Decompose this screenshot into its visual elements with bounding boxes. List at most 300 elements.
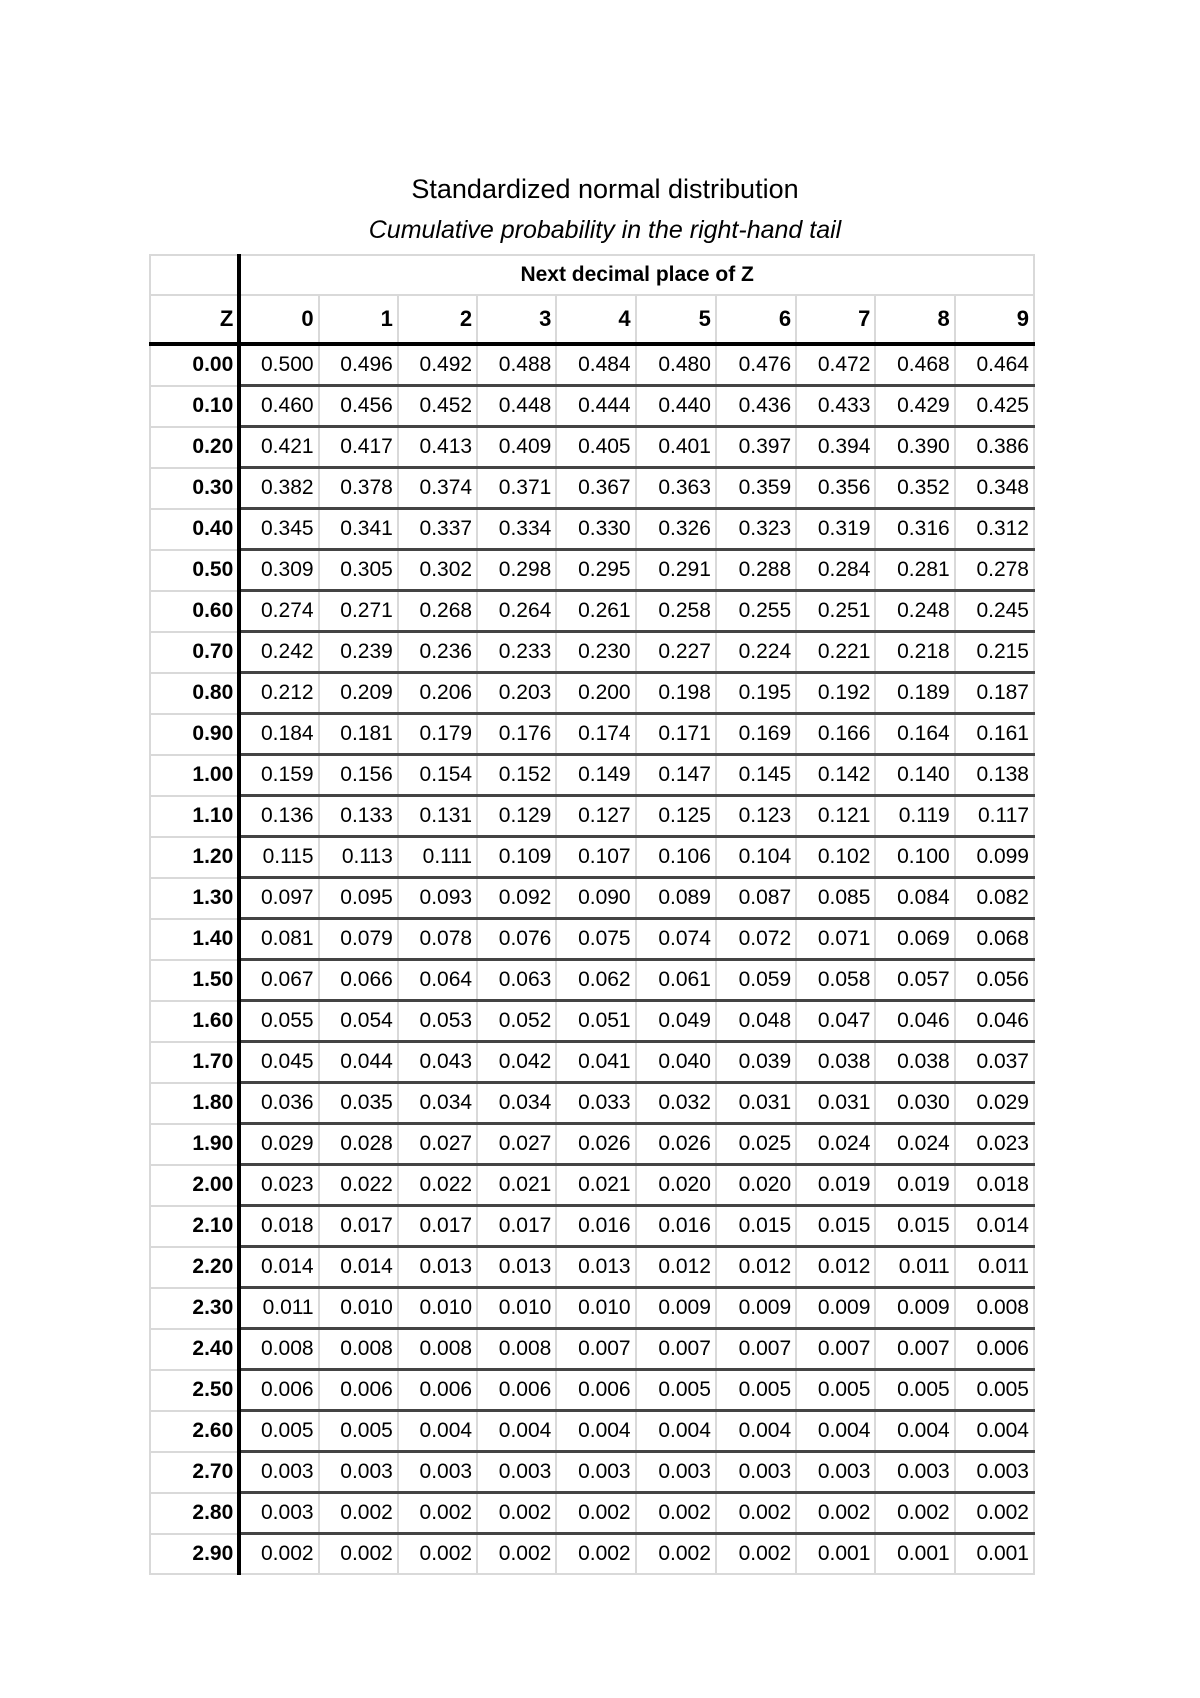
probability-cell: 0.302 xyxy=(398,550,477,591)
probability-cell: 0.007 xyxy=(875,1329,954,1370)
probability-cell: 0.288 xyxy=(716,550,796,591)
corner-cell xyxy=(150,255,239,295)
probability-cell: 0.010 xyxy=(319,1288,398,1329)
probability-cell: 0.081 xyxy=(239,919,318,960)
probability-cell: 0.378 xyxy=(319,468,398,509)
probability-cell: 0.480 xyxy=(636,344,716,386)
probability-cell: 0.161 xyxy=(955,714,1034,755)
probability-cell: 0.059 xyxy=(716,960,796,1001)
z-value-cell: 1.00 xyxy=(150,755,239,796)
probability-cell: 0.326 xyxy=(636,509,716,550)
z-value-cell: 2.40 xyxy=(150,1329,239,1370)
column-header-0: 0 xyxy=(239,295,318,344)
probability-cell: 0.024 xyxy=(875,1124,954,1165)
table-row xyxy=(150,1001,1034,1042)
probability-cell: 0.004 xyxy=(796,1411,875,1452)
z-value-cell: 0.40 xyxy=(150,509,239,550)
probability-cell: 0.027 xyxy=(477,1124,556,1165)
column-header-9: 9 xyxy=(955,295,1034,344)
column-header-row xyxy=(150,295,1034,344)
probability-cell: 0.002 xyxy=(319,1534,398,1575)
column-header-8: 8 xyxy=(875,295,954,344)
probability-cell: 0.034 xyxy=(398,1083,477,1124)
probability-cell: 0.095 xyxy=(319,878,398,919)
probability-cell: 0.500 xyxy=(239,344,318,386)
probability-cell: 0.010 xyxy=(477,1288,556,1329)
probability-cell: 0.057 xyxy=(875,960,954,1001)
probability-cell: 0.017 xyxy=(398,1206,477,1247)
probability-cell: 0.004 xyxy=(556,1411,635,1452)
probability-cell: 0.138 xyxy=(955,755,1034,796)
probability-cell: 0.002 xyxy=(556,1493,635,1534)
probability-cell: 0.492 xyxy=(398,344,477,386)
probability-cell: 0.004 xyxy=(477,1411,556,1452)
probability-cell: 0.136 xyxy=(239,796,318,837)
probability-cell: 0.176 xyxy=(477,714,556,755)
z-table xyxy=(149,254,1035,1575)
probability-cell: 0.278 xyxy=(955,550,1034,591)
probability-cell: 0.341 xyxy=(319,509,398,550)
column-header-5: 5 xyxy=(636,295,716,344)
probability-cell: 0.363 xyxy=(636,468,716,509)
probability-cell: 0.476 xyxy=(716,344,796,386)
probability-cell: 0.020 xyxy=(636,1165,716,1206)
probability-cell: 0.382 xyxy=(239,468,318,509)
probability-cell: 0.072 xyxy=(716,919,796,960)
probability-cell: 0.009 xyxy=(875,1288,954,1329)
probability-cell: 0.261 xyxy=(556,591,635,632)
probability-cell: 0.003 xyxy=(239,1452,318,1493)
z-value-cell: 2.00 xyxy=(150,1165,239,1206)
probability-cell: 0.013 xyxy=(477,1247,556,1288)
probability-cell: 0.036 xyxy=(239,1083,318,1124)
probability-cell: 0.003 xyxy=(398,1452,477,1493)
probability-cell: 0.021 xyxy=(477,1165,556,1206)
probability-cell: 0.015 xyxy=(875,1206,954,1247)
probability-cell: 0.014 xyxy=(319,1247,398,1288)
probability-cell: 0.106 xyxy=(636,837,716,878)
probability-cell: 0.212 xyxy=(239,673,318,714)
probability-cell: 0.046 xyxy=(875,1001,954,1042)
probability-cell: 0.356 xyxy=(796,468,875,509)
z-value-cell: 2.50 xyxy=(150,1370,239,1411)
probability-cell: 0.005 xyxy=(319,1411,398,1452)
probability-cell: 0.298 xyxy=(477,550,556,591)
probability-cell: 0.028 xyxy=(319,1124,398,1165)
probability-cell: 0.003 xyxy=(477,1452,556,1493)
z-value-cell: 0.60 xyxy=(150,591,239,632)
probability-cell: 0.484 xyxy=(556,344,635,386)
probability-cell: 0.002 xyxy=(716,1493,796,1534)
probability-cell: 0.192 xyxy=(796,673,875,714)
z-value-cell: 0.20 xyxy=(150,427,239,468)
group-header-row xyxy=(150,255,1034,295)
probability-cell: 0.024 xyxy=(796,1124,875,1165)
probability-cell: 0.367 xyxy=(556,468,635,509)
probability-cell: 0.046 xyxy=(955,1001,1034,1042)
probability-cell: 0.006 xyxy=(556,1370,635,1411)
probability-cell: 0.002 xyxy=(636,1534,716,1575)
table-row xyxy=(150,1083,1034,1124)
table-row xyxy=(150,673,1034,714)
probability-cell: 0.147 xyxy=(636,755,716,796)
probability-cell: 0.006 xyxy=(477,1370,556,1411)
z-value-cell: 1.80 xyxy=(150,1083,239,1124)
probability-cell: 0.159 xyxy=(239,755,318,796)
probability-cell: 0.248 xyxy=(875,591,954,632)
probability-cell: 0.184 xyxy=(239,714,318,755)
probability-cell: 0.039 xyxy=(716,1042,796,1083)
probability-cell: 0.003 xyxy=(716,1452,796,1493)
probability-cell: 0.007 xyxy=(556,1329,635,1370)
probability-cell: 0.014 xyxy=(955,1206,1034,1247)
probability-cell: 0.049 xyxy=(636,1001,716,1042)
probability-cell: 0.271 xyxy=(319,591,398,632)
probability-cell: 0.125 xyxy=(636,796,716,837)
probability-cell: 0.397 xyxy=(716,427,796,468)
probability-cell: 0.054 xyxy=(319,1001,398,1042)
probability-cell: 0.002 xyxy=(239,1534,318,1575)
column-header-7: 7 xyxy=(796,295,875,344)
probability-cell: 0.008 xyxy=(955,1288,1034,1329)
probability-cell: 0.140 xyxy=(875,755,954,796)
probability-cell: 0.181 xyxy=(319,714,398,755)
probability-cell: 0.093 xyxy=(398,878,477,919)
probability-cell: 0.215 xyxy=(955,632,1034,673)
probability-cell: 0.029 xyxy=(955,1083,1034,1124)
probability-cell: 0.127 xyxy=(556,796,635,837)
probability-cell: 0.117 xyxy=(955,796,1034,837)
probability-cell: 0.251 xyxy=(796,591,875,632)
probability-cell: 0.004 xyxy=(955,1411,1034,1452)
probability-cell: 0.025 xyxy=(716,1124,796,1165)
probability-cell: 0.001 xyxy=(875,1534,954,1575)
table-row xyxy=(150,1247,1034,1288)
probability-cell: 0.274 xyxy=(239,591,318,632)
probability-cell: 0.284 xyxy=(796,550,875,591)
probability-cell: 0.038 xyxy=(796,1042,875,1083)
probability-cell: 0.169 xyxy=(716,714,796,755)
z-value-cell: 1.20 xyxy=(150,837,239,878)
probability-cell: 0.041 xyxy=(556,1042,635,1083)
probability-cell: 0.058 xyxy=(796,960,875,1001)
probability-cell: 0.051 xyxy=(556,1001,635,1042)
probability-cell: 0.401 xyxy=(636,427,716,468)
z-value-cell: 2.30 xyxy=(150,1288,239,1329)
table-row xyxy=(150,1042,1034,1083)
probability-cell: 0.045 xyxy=(239,1042,318,1083)
probability-cell: 0.005 xyxy=(875,1370,954,1411)
probability-cell: 0.359 xyxy=(716,468,796,509)
probability-cell: 0.154 xyxy=(398,755,477,796)
probability-cell: 0.496 xyxy=(319,344,398,386)
z-value-cell: 1.40 xyxy=(150,919,239,960)
table-body xyxy=(150,344,1034,1574)
probability-cell: 0.005 xyxy=(716,1370,796,1411)
probability-cell: 0.063 xyxy=(477,960,556,1001)
probability-cell: 0.007 xyxy=(796,1329,875,1370)
probability-cell: 0.004 xyxy=(716,1411,796,1452)
probability-cell: 0.013 xyxy=(556,1247,635,1288)
probability-cell: 0.042 xyxy=(477,1042,556,1083)
probability-cell: 0.472 xyxy=(796,344,875,386)
probability-cell: 0.032 xyxy=(636,1083,716,1124)
probability-cell: 0.015 xyxy=(716,1206,796,1247)
table-row xyxy=(150,837,1034,878)
probability-cell: 0.374 xyxy=(398,468,477,509)
probability-cell: 0.092 xyxy=(477,878,556,919)
probability-cell: 0.152 xyxy=(477,755,556,796)
probability-cell: 0.087 xyxy=(716,878,796,919)
z-value-cell: 0.10 xyxy=(150,386,239,427)
probability-cell: 0.409 xyxy=(477,427,556,468)
group-header: Next decimal place of Z xyxy=(239,255,1034,295)
probability-cell: 0.104 xyxy=(716,837,796,878)
probability-cell: 0.394 xyxy=(796,427,875,468)
probability-cell: 0.444 xyxy=(556,386,635,427)
probability-cell: 0.109 xyxy=(477,837,556,878)
probability-cell: 0.076 xyxy=(477,919,556,960)
probability-cell: 0.198 xyxy=(636,673,716,714)
probability-cell: 0.030 xyxy=(875,1083,954,1124)
probability-cell: 0.052 xyxy=(477,1001,556,1042)
probability-cell: 0.085 xyxy=(796,878,875,919)
probability-cell: 0.055 xyxy=(239,1001,318,1042)
table-row xyxy=(150,1452,1034,1493)
probability-cell: 0.264 xyxy=(477,591,556,632)
probability-cell: 0.023 xyxy=(955,1124,1034,1165)
probability-cell: 0.386 xyxy=(955,427,1034,468)
probability-cell: 0.179 xyxy=(398,714,477,755)
probability-cell: 0.016 xyxy=(636,1206,716,1247)
probability-cell: 0.023 xyxy=(239,1165,318,1206)
probability-cell: 0.019 xyxy=(875,1165,954,1206)
table-row xyxy=(150,1165,1034,1206)
probability-cell: 0.209 xyxy=(319,673,398,714)
probability-cell: 0.009 xyxy=(636,1288,716,1329)
probability-cell: 0.004 xyxy=(636,1411,716,1452)
probability-cell: 0.029 xyxy=(239,1124,318,1165)
probability-cell: 0.047 xyxy=(796,1001,875,1042)
probability-cell: 0.149 xyxy=(556,755,635,796)
column-header-6: 6 xyxy=(716,295,796,344)
table-row xyxy=(150,1124,1034,1165)
probability-cell: 0.002 xyxy=(477,1493,556,1534)
probability-cell: 0.448 xyxy=(477,386,556,427)
probability-cell: 0.071 xyxy=(796,919,875,960)
table-row xyxy=(150,755,1034,796)
probability-cell: 0.121 xyxy=(796,796,875,837)
probability-cell: 0.020 xyxy=(716,1165,796,1206)
probability-cell: 0.074 xyxy=(636,919,716,960)
probability-cell: 0.421 xyxy=(239,427,318,468)
table-row xyxy=(150,344,1034,386)
probability-cell: 0.352 xyxy=(875,468,954,509)
z-value-cell: 0.00 xyxy=(150,344,239,386)
probability-cell: 0.064 xyxy=(398,960,477,1001)
probability-cell: 0.002 xyxy=(477,1534,556,1575)
probability-cell: 0.233 xyxy=(477,632,556,673)
probability-cell: 0.129 xyxy=(477,796,556,837)
probability-cell: 0.022 xyxy=(398,1165,477,1206)
probability-cell: 0.005 xyxy=(796,1370,875,1411)
probability-cell: 0.429 xyxy=(875,386,954,427)
probability-cell: 0.005 xyxy=(955,1370,1034,1411)
table-row xyxy=(150,714,1034,755)
probability-cell: 0.417 xyxy=(319,427,398,468)
table-row xyxy=(150,878,1034,919)
probability-cell: 0.013 xyxy=(398,1247,477,1288)
probability-cell: 0.268 xyxy=(398,591,477,632)
z-value-cell: 1.90 xyxy=(150,1124,239,1165)
table-row xyxy=(150,1493,1034,1534)
probability-cell: 0.425 xyxy=(955,386,1034,427)
probability-cell: 0.053 xyxy=(398,1001,477,1042)
probability-cell: 0.069 xyxy=(875,919,954,960)
probability-cell: 0.027 xyxy=(398,1124,477,1165)
probability-cell: 0.145 xyxy=(716,755,796,796)
probability-cell: 0.003 xyxy=(239,1493,318,1534)
probability-cell: 0.319 xyxy=(796,509,875,550)
probability-cell: 0.026 xyxy=(556,1124,635,1165)
probability-cell: 0.295 xyxy=(556,550,635,591)
probability-cell: 0.345 xyxy=(239,509,318,550)
probability-cell: 0.464 xyxy=(955,344,1034,386)
probability-cell: 0.031 xyxy=(796,1083,875,1124)
probability-cell: 0.330 xyxy=(556,509,635,550)
table-row xyxy=(150,1370,1034,1411)
probability-cell: 0.174 xyxy=(556,714,635,755)
probability-cell: 0.100 xyxy=(875,837,954,878)
probability-cell: 0.002 xyxy=(875,1493,954,1534)
probability-cell: 0.056 xyxy=(955,960,1034,1001)
probability-cell: 0.040 xyxy=(636,1042,716,1083)
probability-cell: 0.348 xyxy=(955,468,1034,509)
z-value-cell: 1.30 xyxy=(150,878,239,919)
column-header-3: 3 xyxy=(477,295,556,344)
probability-cell: 0.113 xyxy=(319,837,398,878)
probability-cell: 0.006 xyxy=(398,1370,477,1411)
table-row xyxy=(150,1329,1034,1370)
probability-cell: 0.048 xyxy=(716,1001,796,1042)
z-value-cell: 0.30 xyxy=(150,468,239,509)
probability-cell: 0.433 xyxy=(796,386,875,427)
probability-cell: 0.001 xyxy=(796,1534,875,1575)
probability-cell: 0.334 xyxy=(477,509,556,550)
table-row xyxy=(150,591,1034,632)
probability-cell: 0.003 xyxy=(796,1452,875,1493)
probability-cell: 0.002 xyxy=(319,1493,398,1534)
probability-cell: 0.164 xyxy=(875,714,954,755)
probability-cell: 0.452 xyxy=(398,386,477,427)
probability-cell: 0.242 xyxy=(239,632,318,673)
probability-cell: 0.371 xyxy=(477,468,556,509)
probability-cell: 0.206 xyxy=(398,673,477,714)
page-title: Standardized normal distribution xyxy=(411,174,799,204)
probability-cell: 0.008 xyxy=(319,1329,398,1370)
probability-cell: 0.460 xyxy=(239,386,318,427)
z-value-cell: 2.90 xyxy=(150,1534,239,1575)
probability-cell: 0.019 xyxy=(796,1165,875,1206)
table-row xyxy=(150,427,1034,468)
probability-cell: 0.468 xyxy=(875,344,954,386)
probability-cell: 0.018 xyxy=(955,1165,1034,1206)
probability-cell: 0.001 xyxy=(955,1534,1034,1575)
z-value-cell: 2.20 xyxy=(150,1247,239,1288)
z-value-cell: 0.80 xyxy=(150,673,239,714)
probability-cell: 0.002 xyxy=(636,1493,716,1534)
probability-cell: 0.203 xyxy=(477,673,556,714)
probability-cell: 0.011 xyxy=(239,1288,318,1329)
probability-cell: 0.099 xyxy=(955,837,1034,878)
probability-cell: 0.002 xyxy=(398,1493,477,1534)
probability-cell: 0.258 xyxy=(636,591,716,632)
probability-cell: 0.007 xyxy=(636,1329,716,1370)
probability-cell: 0.008 xyxy=(239,1329,318,1370)
probability-cell: 0.002 xyxy=(556,1534,635,1575)
probability-cell: 0.002 xyxy=(796,1493,875,1534)
probability-cell: 0.062 xyxy=(556,960,635,1001)
probability-cell: 0.133 xyxy=(319,796,398,837)
probability-cell: 0.305 xyxy=(319,550,398,591)
probability-cell: 0.012 xyxy=(796,1247,875,1288)
probability-cell: 0.218 xyxy=(875,632,954,673)
z-value-cell: 0.70 xyxy=(150,632,239,673)
probability-cell: 0.195 xyxy=(716,673,796,714)
probability-cell: 0.102 xyxy=(796,837,875,878)
probability-cell: 0.115 xyxy=(239,837,318,878)
probability-cell: 0.119 xyxy=(875,796,954,837)
probability-cell: 0.015 xyxy=(796,1206,875,1247)
probability-cell: 0.171 xyxy=(636,714,716,755)
probability-cell: 0.010 xyxy=(556,1288,635,1329)
z-value-cell: 0.50 xyxy=(150,550,239,591)
table-row xyxy=(150,919,1034,960)
probability-cell: 0.021 xyxy=(556,1165,635,1206)
probability-cell: 0.189 xyxy=(875,673,954,714)
probability-cell: 0.038 xyxy=(875,1042,954,1083)
probability-cell: 0.002 xyxy=(955,1493,1034,1534)
probability-cell: 0.011 xyxy=(955,1247,1034,1288)
probability-cell: 0.033 xyxy=(556,1083,635,1124)
probability-cell: 0.014 xyxy=(239,1247,318,1288)
column-header-2: 2 xyxy=(398,295,477,344)
probability-cell: 0.221 xyxy=(796,632,875,673)
probability-cell: 0.224 xyxy=(716,632,796,673)
table-row xyxy=(150,386,1034,427)
probability-cell: 0.078 xyxy=(398,919,477,960)
column-header-4: 4 xyxy=(556,295,635,344)
probability-cell: 0.436 xyxy=(716,386,796,427)
table-row xyxy=(150,509,1034,550)
probability-cell: 0.004 xyxy=(398,1411,477,1452)
probability-cell: 0.456 xyxy=(319,386,398,427)
z-value-cell: 1.50 xyxy=(150,960,239,1001)
probability-cell: 0.003 xyxy=(955,1452,1034,1493)
table-row xyxy=(150,1206,1034,1247)
probability-cell: 0.090 xyxy=(556,878,635,919)
probability-cell: 0.068 xyxy=(955,919,1034,960)
z-value-cell: 2.70 xyxy=(150,1452,239,1493)
probability-cell: 0.107 xyxy=(556,837,635,878)
probability-cell: 0.012 xyxy=(636,1247,716,1288)
probability-cell: 0.007 xyxy=(716,1329,796,1370)
probability-cell: 0.008 xyxy=(477,1329,556,1370)
probability-cell: 0.008 xyxy=(398,1329,477,1370)
probability-cell: 0.002 xyxy=(398,1534,477,1575)
probability-cell: 0.200 xyxy=(556,673,635,714)
z-value-cell: 2.60 xyxy=(150,1411,239,1452)
